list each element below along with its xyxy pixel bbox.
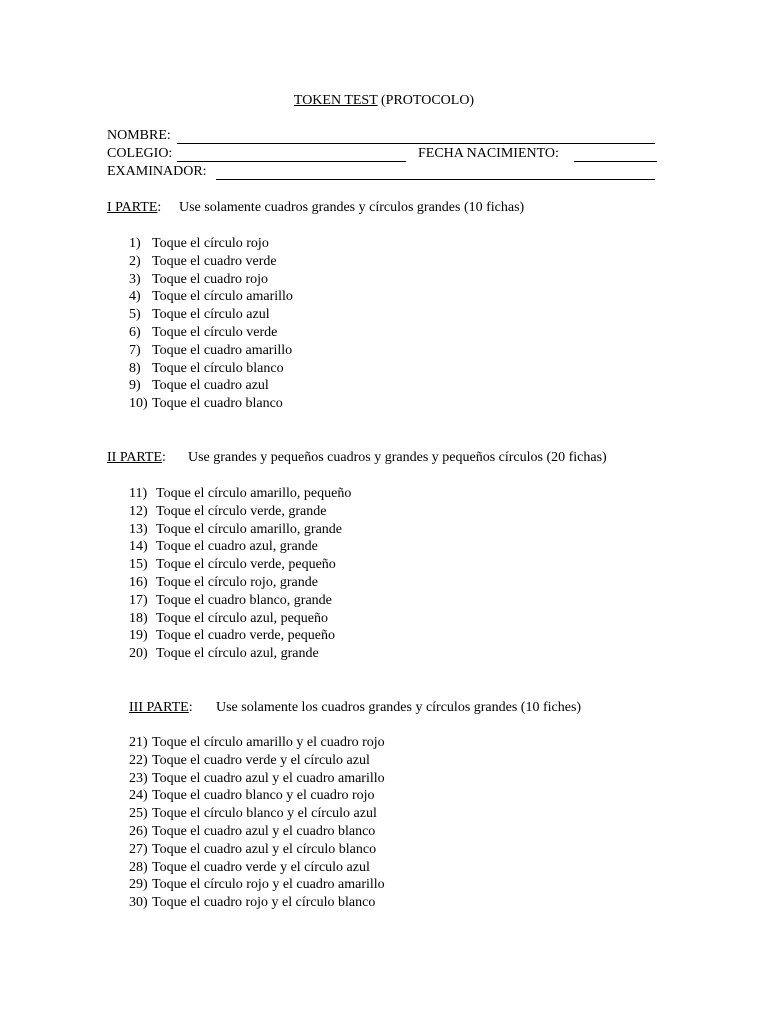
item-text: Toque el círculo amarillo bbox=[152, 289, 293, 305]
item-number: 11) bbox=[129, 486, 148, 501]
item-text: Toque el cuadro azul y el círculo blanco bbox=[152, 841, 377, 857]
part3-label: III PARTE bbox=[129, 700, 189, 715]
item-text: Toque el círculo verde, grande bbox=[156, 503, 327, 519]
item-text: Toque el círculo amarillo y el cuadro rojo bbox=[152, 735, 385, 750]
item-number: 18) bbox=[129, 610, 148, 626]
item-text: Toque el círculo blanco y el círculo azul bbox=[152, 806, 377, 822]
part3-header bbox=[129, 699, 193, 717]
examinador-label: EXAMINADOR: bbox=[107, 164, 207, 179]
item-text: Toque el círculo azul bbox=[152, 307, 270, 323]
item-number: 13) bbox=[129, 521, 148, 537]
item-number: 2) bbox=[129, 253, 141, 269]
part2-header bbox=[107, 449, 166, 467]
item-number: 17) bbox=[129, 592, 148, 608]
item-number: 27) bbox=[129, 841, 148, 857]
item-text: Toque el círculo blanco bbox=[152, 360, 284, 376]
item-text: Toque el cuadro azul bbox=[152, 378, 269, 394]
fecha-label: FECHA NACIMIENTO: bbox=[418, 146, 559, 161]
part2-instruction: Use grandes y pequeños cuadros y grandes y pequeños círculos (20 fichas) bbox=[188, 450, 607, 465]
colegio-line bbox=[177, 161, 406, 162]
item-number: 10) bbox=[129, 396, 148, 412]
item-number: 6) bbox=[129, 325, 141, 340]
nombre-line bbox=[177, 143, 655, 144]
item-text: Toque el cuadro blanco, grande bbox=[156, 592, 332, 608]
item-text: Toque el círculo rojo, grande bbox=[156, 575, 318, 590]
item-text: Toque el círculo azul, grande bbox=[156, 646, 319, 662]
part1-instruction: Use solamente cuadros grandes y círculos grandes (10 fichas) bbox=[179, 200, 525, 215]
item-number: 30) bbox=[129, 895, 148, 911]
item-text: Toque el cuadro azul y el cuadro blanco bbox=[152, 824, 376, 839]
item-text: Toque el círculo azul, pequeño bbox=[156, 610, 329, 626]
item-number: 4) bbox=[129, 289, 141, 305]
examinador-line bbox=[216, 179, 655, 180]
fecha-line bbox=[574, 161, 657, 162]
title-rest: (PROTOCOLO) bbox=[381, 93, 475, 108]
item-text: Toque el círculo verde bbox=[152, 325, 278, 340]
page-title bbox=[0, 92, 768, 110]
part1-label: I PARTE bbox=[107, 200, 158, 215]
item-number: 9) bbox=[129, 378, 141, 394]
item-number: 25) bbox=[129, 806, 148, 822]
item-number: 29) bbox=[129, 877, 148, 893]
item-text: Toque el cuadro rojo bbox=[152, 271, 269, 287]
item-text: Toque el cuadro blanco bbox=[152, 396, 283, 412]
item-number: 3) bbox=[129, 271, 141, 287]
item-number: 16) bbox=[129, 575, 148, 590]
item-text: Toque el cuadro amarillo bbox=[152, 342, 293, 358]
part3-instruction: Use solamente los cuadros grandes y círculos grandes (10 fiches) bbox=[216, 700, 582, 715]
part3-colon: : bbox=[188, 700, 193, 715]
item-text: Toque el cuadro azul, grande bbox=[156, 539, 318, 555]
item-number: 12) bbox=[129, 503, 148, 519]
item-text: Toque el círculo amarillo, grande bbox=[156, 521, 342, 537]
item-text: Toque el cuadro azul y el cuadro amarillo bbox=[152, 770, 385, 786]
item-number: 28) bbox=[129, 859, 148, 875]
item-text: Toque el círculo rojo y el cuadro amarillo bbox=[152, 877, 385, 893]
item-text: Toque el círculo amarillo, pequeño bbox=[156, 486, 352, 501]
item-text: Toque el cuadro verde, pequeño bbox=[156, 628, 335, 644]
item-number: 22) bbox=[129, 752, 148, 768]
item-number: 23) bbox=[129, 770, 148, 786]
item-text: Toque el cuadro rojo y el círculo blanco bbox=[152, 895, 376, 911]
item-number: 26) bbox=[129, 824, 148, 839]
item-number: 7) bbox=[129, 342, 141, 358]
part1-colon: : bbox=[157, 200, 162, 215]
item-number: 20) bbox=[129, 646, 148, 662]
item-text: Toque el cuadro blanco y el cuadro rojo bbox=[152, 788, 375, 804]
item-text: Toque el cuadro verde bbox=[152, 253, 277, 269]
item-number: 5) bbox=[129, 307, 141, 323]
item-number: 15) bbox=[129, 557, 148, 573]
item-number: 14) bbox=[129, 539, 148, 555]
title-underlined: TOKEN TEST bbox=[293, 93, 378, 108]
item-text: Toque el cuadro verde y el círculo azul bbox=[152, 859, 370, 875]
item-number: 8) bbox=[129, 360, 141, 376]
item-number: 1) bbox=[129, 236, 141, 251]
item-number: 21) bbox=[129, 735, 148, 750]
part1-header bbox=[107, 199, 161, 217]
colegio-label: COLEGIO: bbox=[107, 146, 173, 161]
nombre-label: NOMBRE: bbox=[107, 128, 171, 143]
part2-colon: : bbox=[162, 450, 166, 465]
item-number: 24) bbox=[129, 788, 148, 804]
part2-label: II PARTE bbox=[107, 450, 163, 465]
item-number: 19) bbox=[129, 628, 148, 644]
item-text: Toque el círculo verde, pequeño bbox=[156, 557, 336, 573]
item-text: Toque el cuadro verde y el círculo azul bbox=[152, 752, 370, 768]
item-text: Toque el círculo rojo bbox=[152, 236, 269, 251]
